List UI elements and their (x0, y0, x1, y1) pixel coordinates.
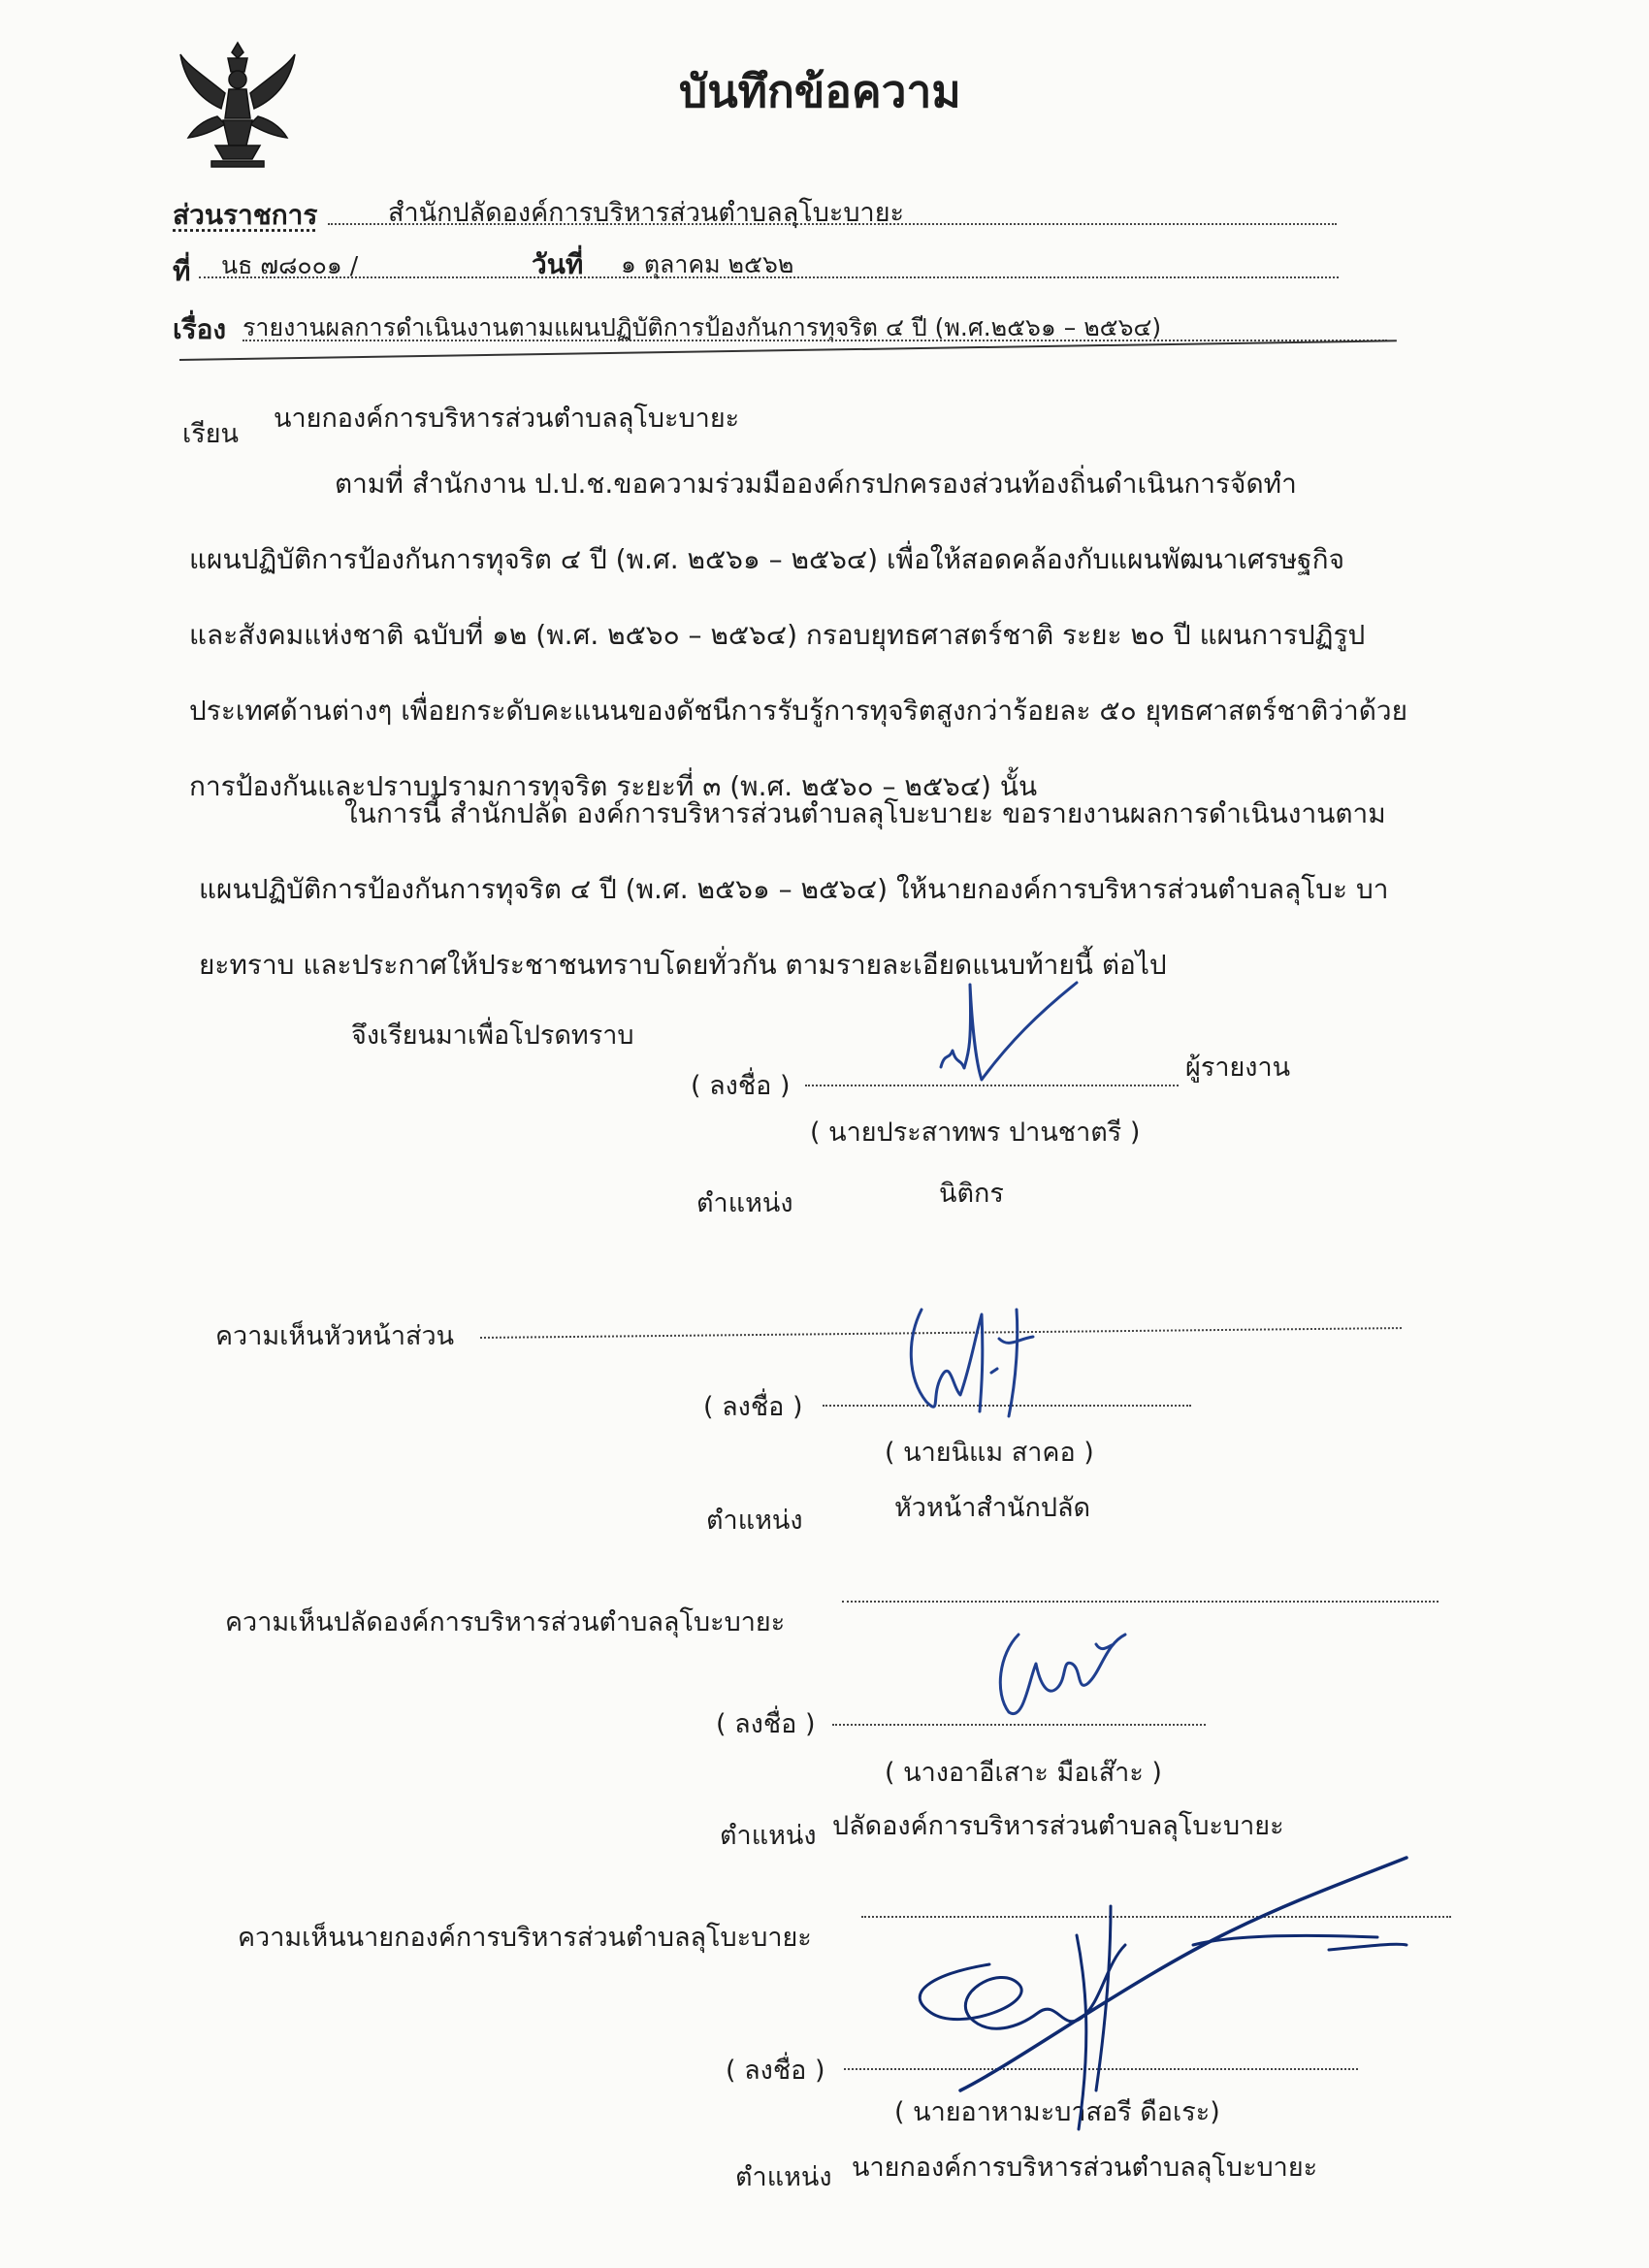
clerk-opinion-dotted-line (842, 1601, 1439, 1603)
mayor-sign-label: ( ลงชื่อ ) (726, 2056, 825, 2086)
head-position-label: ตำแหน่ง (706, 1506, 803, 1536)
clerk-opinion-label: ความเห็นปลัดองค์การบริหารส่วนตำบลลุโบะบายะ (225, 1607, 786, 1637)
clerk-sign-label: ( ลงชื่อ ) (716, 1709, 816, 1739)
reporter-signature (931, 975, 1086, 1086)
clerk-name: ( นางอาอีเสาะ มือเส๊าะ ) (885, 1758, 1162, 1788)
dept-value: สำนักปลัดองค์การบริหารส่วนตำบลลุโบะบายะ (388, 198, 905, 228)
mayor-name: ( นายอาหามะบาสอรี ดือเระ) (894, 2097, 1220, 2127)
subject-dotted-line (242, 340, 1387, 341)
docno-dotted-line (199, 276, 1339, 278)
mayor-signature (873, 1848, 1416, 2139)
body-line: แผนปฏิบัติการป้องกันการทุจริต ๔ ปี (พ.ศ. ๒๕๖๑ – ๒๕๖๔) เพื่อให้สอดคล้องกับแผนพัฒนาเศรษฐกิจ (189, 543, 1344, 575)
dept-label: ส่วนราชการ (173, 199, 318, 231)
to-label: เรียน (182, 419, 240, 449)
head-name: ( นายนิแม สาคอ ) (885, 1438, 1094, 1468)
body-line: การป้องกันและปราบปรามการทุจริต ระยะที่ ๓ (พ.ศ. ๒๕๖๐ – ๒๕๖๔) นั้น (189, 770, 1038, 802)
head-sign-label: ( ลงชื่อ ) (703, 1392, 803, 1422)
memo-title: บันทึกข้อความ (679, 65, 961, 117)
doc-no-label: ที่ (173, 255, 191, 287)
subject-label: เรื่อง (173, 313, 227, 345)
body-line: และสังคมแห่งชาติ ฉบับที่ ๑๒ (พ.ศ. ๒๕๖๐ – ๒๕๖๔) กรอบยุทธศาสตร์ชาติ ระยะ ๒๐ ปี แผนการปฏิรูป (189, 619, 1366, 651)
subject-value: รายงานผลการดำเนินงานตามแผนปฏิบัติการป้องกันการทุจริต ๔ ปี (พ.ศ.๒๕๖๑ – ๒๕๖๔) (242, 313, 1162, 341)
head-opinion-label: ความเห็นหัวหน้าส่วน (215, 1321, 455, 1351)
clerk-position: ปลัดองค์การบริหารส่วนตำบลลุโบะบายะ (832, 1811, 1284, 1841)
body-paragraph-2 (199, 776, 1489, 1003)
date-label: วันที่ (532, 248, 584, 280)
mayor-position-label: ตำแหน่ง (735, 2162, 832, 2192)
body-line: ประเทศด้านต่างๆ เพื่อยกระดับคะแนนของดัชนีการรับรู้การทุจริตสูงกว่าร้อยละ ๕๐ ยุทธศาสตร์ชาติว่าด้วย (189, 695, 1408, 727)
body-line: ในการนี้ สำนักปลัด องค์การบริหารส่วนตำบลลุโบะบายะ ขอรายงานผลการดำเนินงานตาม (344, 797, 1386, 829)
clerk-signature (980, 1605, 1145, 1732)
reporter-name: ( นายประสาทพร ปานชาตรี ) (810, 1118, 1141, 1148)
mayor-position: นายกองค์การบริหารส่วนตำบลลุโบะบายะ (852, 2153, 1318, 2183)
reporter-sign-label: ( ลงชื่อ ) (691, 1071, 791, 1101)
reporter-position: นิติกร (939, 1179, 1004, 1209)
body-line: แผนปฏิบัติการป้องกันการทุจริต ๔ ปี (พ.ศ. ๒๕๖๑ – ๒๕๖๔) ให้นายกองค์การบริหารส่วนตำบลลุโบะ บา (199, 873, 1389, 905)
doc-no-value: นธ ๗๘๐๐๑ / (221, 251, 359, 279)
garuda-emblem-icon (175, 37, 301, 173)
mayor-opinion-label: ความเห็นนายกองค์การบริหารส่วนตำบลลุโบะบายะ (238, 1923, 812, 1953)
closing-line: จึงเรียนมาเพื่อโปรดทราบ (351, 1021, 634, 1051)
clerk-position-label: ตำแหน่ง (720, 1821, 817, 1851)
reporter-role: ผู้รายงาน (1185, 1053, 1291, 1083)
date-value: ๑ ตุลาคม ๒๕๖๒ (621, 250, 794, 278)
body-line: ยะทราบ และประกาศให้ประชาชนทราบโดยทั่วกัน ตามรายละเอียดแนบท้ายนี้ ต่อไป (199, 949, 1167, 981)
body-line: ตามที่ สำนักงาน ป.ป.ช.ขอความร่วมมือองค์กรปกครองส่วนท้องถิ่นดำเนินการจัดทำ (335, 468, 1297, 500)
body-paragraph-1 (189, 446, 1479, 825)
to-value: นายกองค์การบริหารส่วนตำบลลุโบะบายะ (274, 404, 740, 434)
reporter-position-label: ตำแหน่ง (696, 1188, 793, 1218)
head-signature (902, 1280, 1067, 1426)
dept-dotted-line (328, 223, 1337, 225)
head-position: หัวหน้าสำนักปลัด (894, 1493, 1091, 1523)
